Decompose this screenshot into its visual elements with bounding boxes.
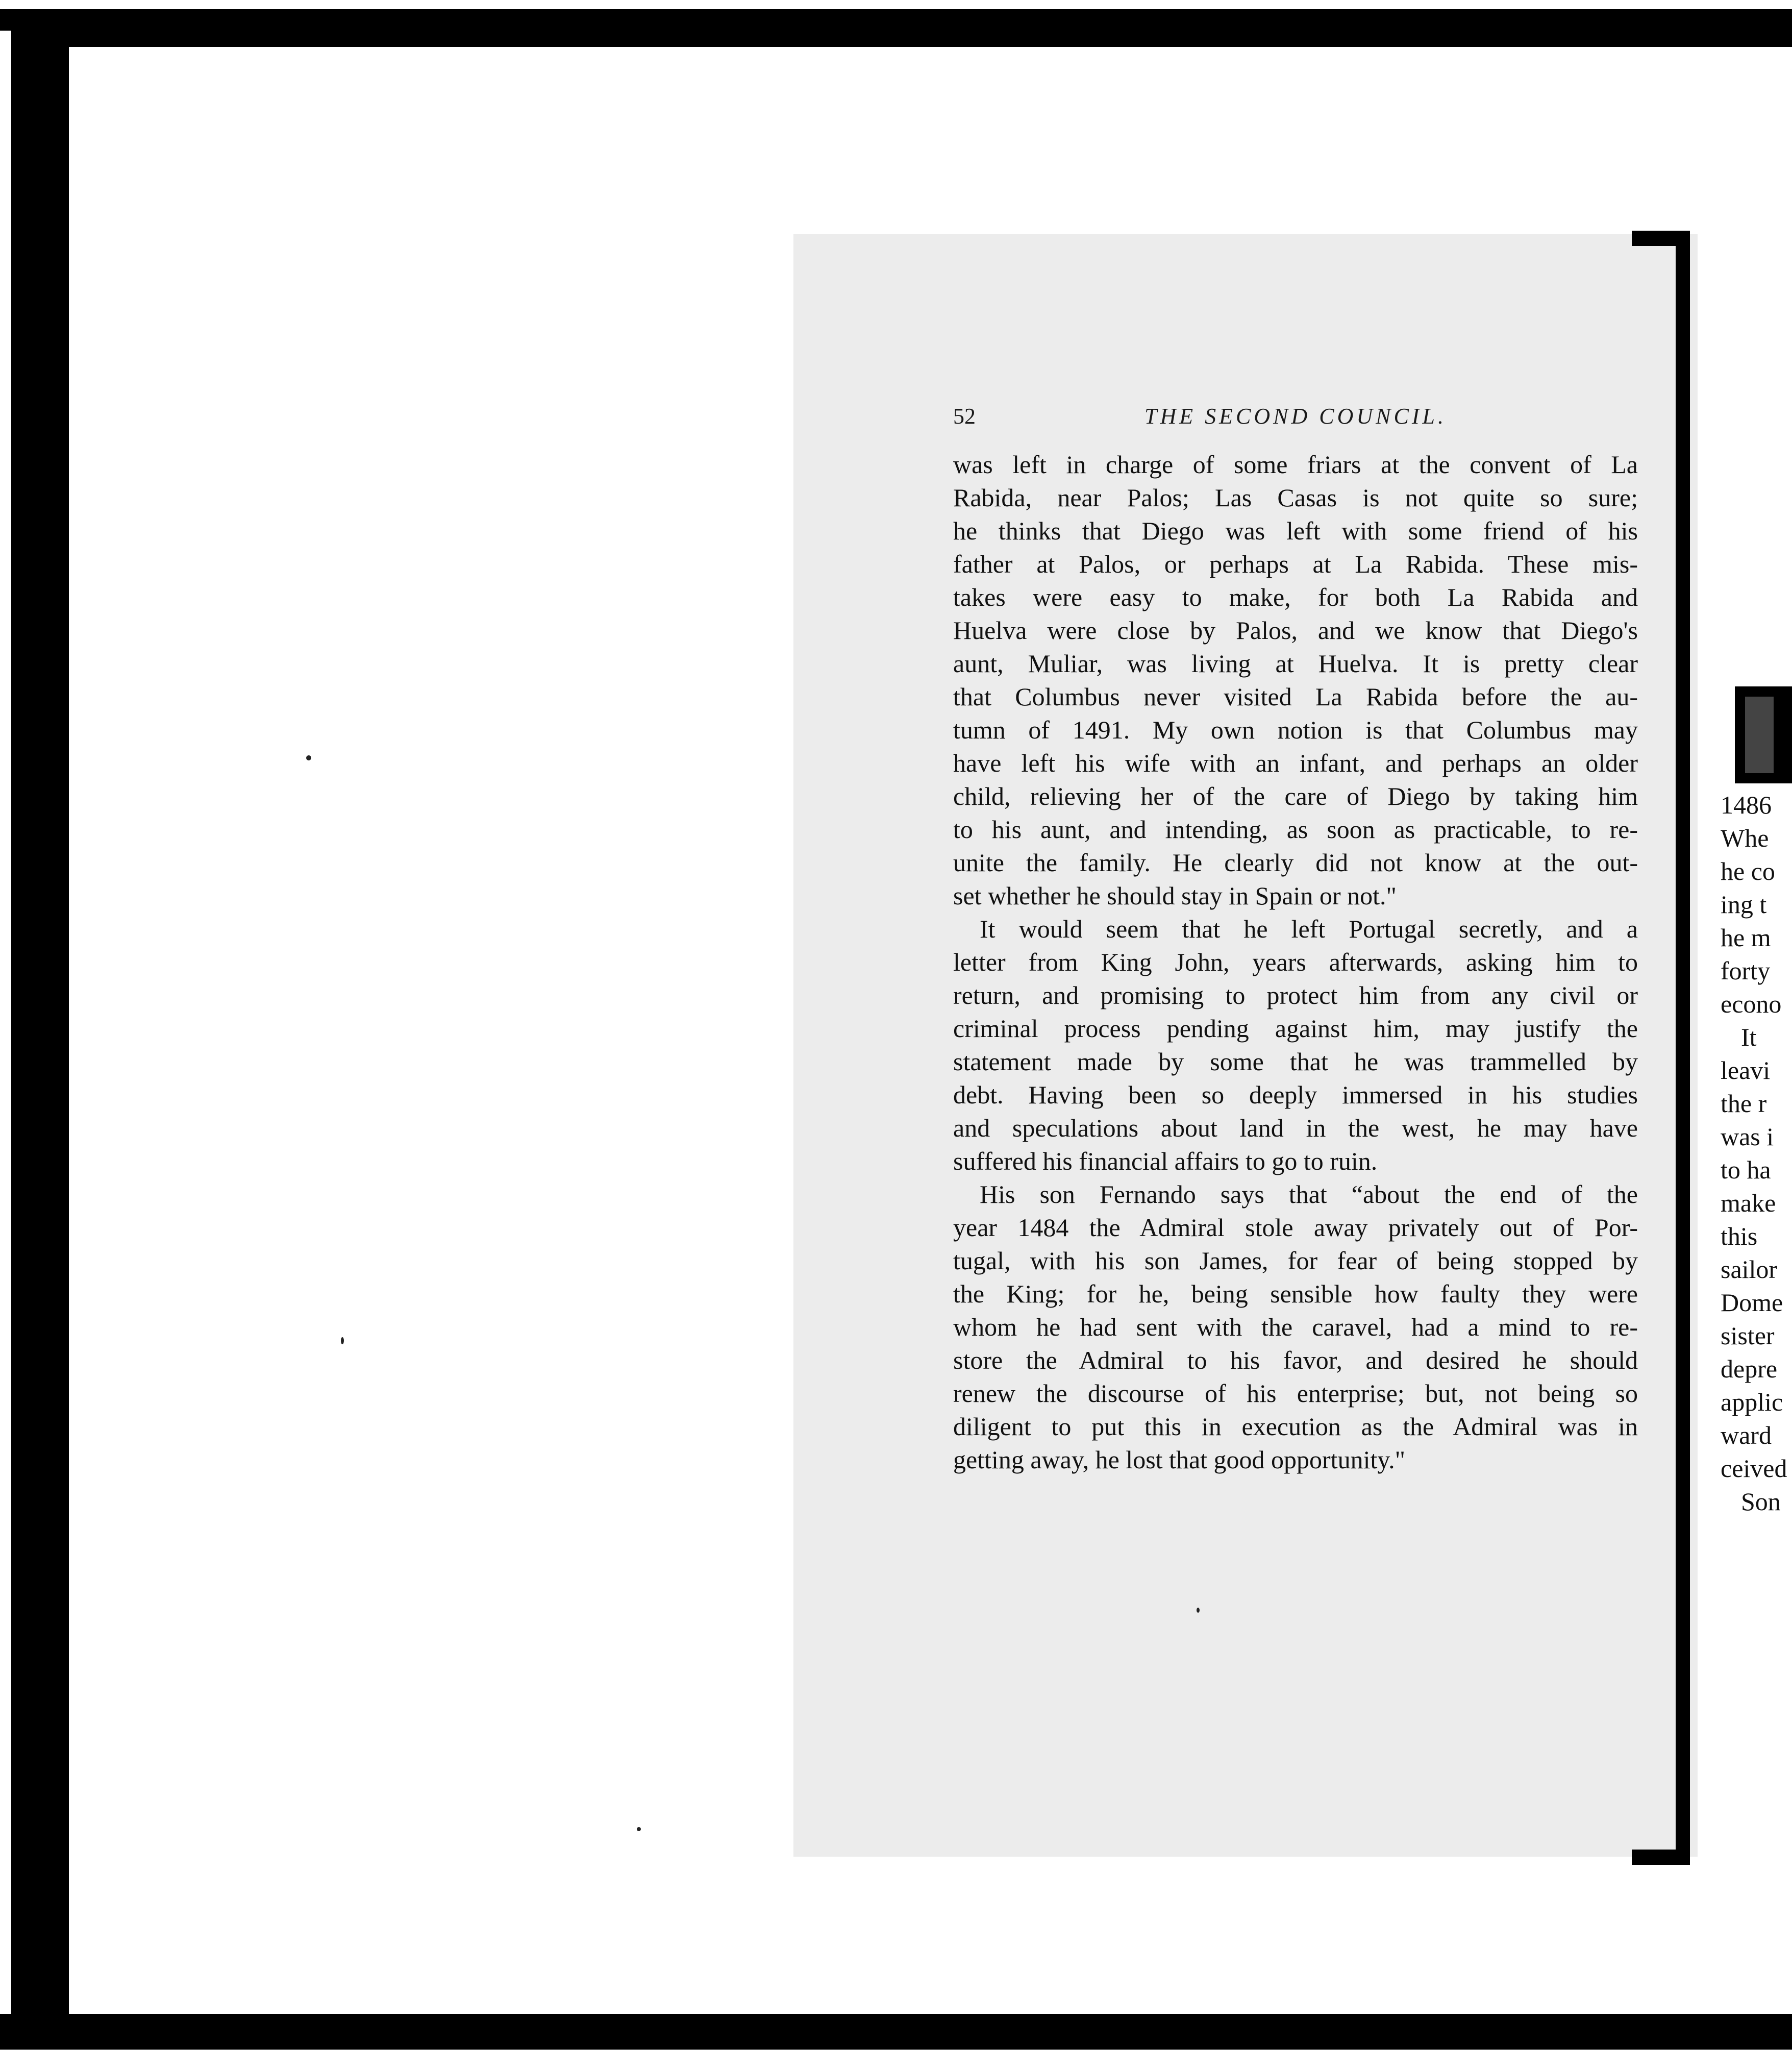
scan-border-top-edge <box>0 0 1792 9</box>
page-number: 52 <box>953 404 976 429</box>
adjacent-text-line: to ha <box>1721 1155 1771 1184</box>
text-line: and speculations about land in the west, he may have <box>953 1114 1638 1142</box>
text-line: takes were easy to make, for both La Rabida and <box>953 583 1638 611</box>
gutter-tab-bottom <box>1632 1850 1690 1865</box>
text-line: the King; for he, being sensible how faulty they were <box>953 1279 1638 1308</box>
page-header <box>953 403 1638 434</box>
text-line: that Columbus never visited La Rabida before the au- <box>953 682 1638 711</box>
text-line: aunt, Muliar, was living at Huelva. It is pretty clear <box>953 649 1638 678</box>
page-gutter-bar <box>1676 231 1690 1865</box>
text-line: father at Palos, or perhaps at La Rabida. These mis- <box>953 550 1638 578</box>
adjacent-text-line: he m <box>1721 923 1771 952</box>
text-line: set whether he should stay in Spain or not." <box>953 881 1397 910</box>
adjacent-text-line: econo <box>1721 990 1782 1018</box>
adjacent-text-line: make <box>1721 1189 1776 1217</box>
text-line: he thinks that Diego was left with some friend of his <box>953 516 1638 545</box>
text-line: unite the family. He clearly did not know at the out- <box>953 848 1638 877</box>
scan-border-bottom <box>0 2014 1792 2050</box>
text-line: criminal process pending against him, may justify the <box>953 1014 1638 1043</box>
adjacent-text-line: forty <box>1721 956 1771 985</box>
adjacent-text-line: ing t <box>1721 890 1767 919</box>
text-line: Rabida, near Palos; Las Casas is not quite so sure; <box>953 483 1638 512</box>
scan-speck <box>306 755 311 760</box>
adjacent-text-line: depre <box>1721 1354 1778 1383</box>
text-line: whom he had sent with the caravel, had a mind to re- <box>953 1313 1638 1341</box>
running-title: THE SECOND COUNCIL. <box>1144 404 1447 429</box>
text-line: renew the discourse of his enterprise; but, not being so <box>953 1379 1638 1408</box>
text-line: getting away, he lost that good opportunity." <box>953 1445 1406 1474</box>
text-line: return, and promising to protect him from any civil or <box>953 981 1638 1009</box>
gutter-tab-top <box>1632 231 1690 246</box>
adjacent-text-line: It <box>1741 1023 1757 1051</box>
adjacent-text-line: Whe <box>1721 824 1769 852</box>
text-line: store the Admiral to his favor, and desired he should <box>953 1346 1638 1374</box>
adjacent-text-line: Son <box>1741 1487 1781 1516</box>
adjacent-text-line: sister <box>1721 1321 1775 1350</box>
adjacent-text-line: he co <box>1721 857 1775 885</box>
text-line: It would seem that he left Portugal secretly, and a <box>980 915 1638 943</box>
scan-speck <box>341 1337 344 1344</box>
adjacent-text-line: applic <box>1721 1388 1783 1416</box>
text-line: debt. Having been so deeply immersed in his studies <box>953 1080 1638 1109</box>
adjacent-text-line: ceived <box>1721 1454 1787 1483</box>
text-line: letter from King John, years afterwards, asking him to <box>953 948 1638 976</box>
scan-speck <box>637 1827 641 1831</box>
text-line: suffered his financial affairs to go to ruin. <box>953 1147 1378 1175</box>
adjacent-text-line: the r <box>1721 1089 1767 1118</box>
adjacent-text-line: ward <box>1721 1421 1772 1449</box>
text-line: year 1484 the Admiral stole away privately out of Por- <box>953 1213 1638 1242</box>
text-line: His son Fernando says that “about the end of the <box>980 1180 1638 1209</box>
text-line: tugal, with his son James, for fear of being stopped by <box>953 1246 1638 1275</box>
text-line: was left in charge of some friars at the convent of La <box>953 450 1638 479</box>
scan-border-bottom-edge <box>0 2050 1792 2070</box>
scan-border-left-edge <box>0 31 11 2070</box>
text-line: tumn of 1491. My own notion is that Columbus may <box>953 716 1638 744</box>
adjacent-text-line: Dome <box>1721 1288 1783 1317</box>
adjacent-text-line: this <box>1721 1222 1758 1250</box>
adjacent-text-line: 1486 <box>1721 791 1772 819</box>
ornament-icon <box>1745 697 1774 773</box>
text-line: have left his wife with an infant, and perhaps an older <box>953 749 1638 777</box>
text-line: Huelva were close by Palos, and we know that Diego's <box>953 616 1638 645</box>
adjacent-page-text <box>1721 788 1792 1518</box>
text-line: statement made by some that he was trammelled by <box>953 1047 1638 1076</box>
adjacent-text-line: leavi <box>1721 1056 1771 1085</box>
text-line: child, relieving her of the care of Diego by taking him <box>953 782 1638 810</box>
adjacent-text-line: sailor <box>1721 1255 1778 1284</box>
body-text <box>953 448 1638 1476</box>
ornamental-initial <box>1735 686 1792 783</box>
scan-speck <box>1197 1608 1200 1613</box>
text-line: diligent to put this in execution as the Admiral was in <box>953 1412 1638 1441</box>
adjacent-text-line: was i <box>1721 1122 1774 1151</box>
text-line: to his aunt, and intending, as soon as practicable, to re- <box>953 815 1638 844</box>
